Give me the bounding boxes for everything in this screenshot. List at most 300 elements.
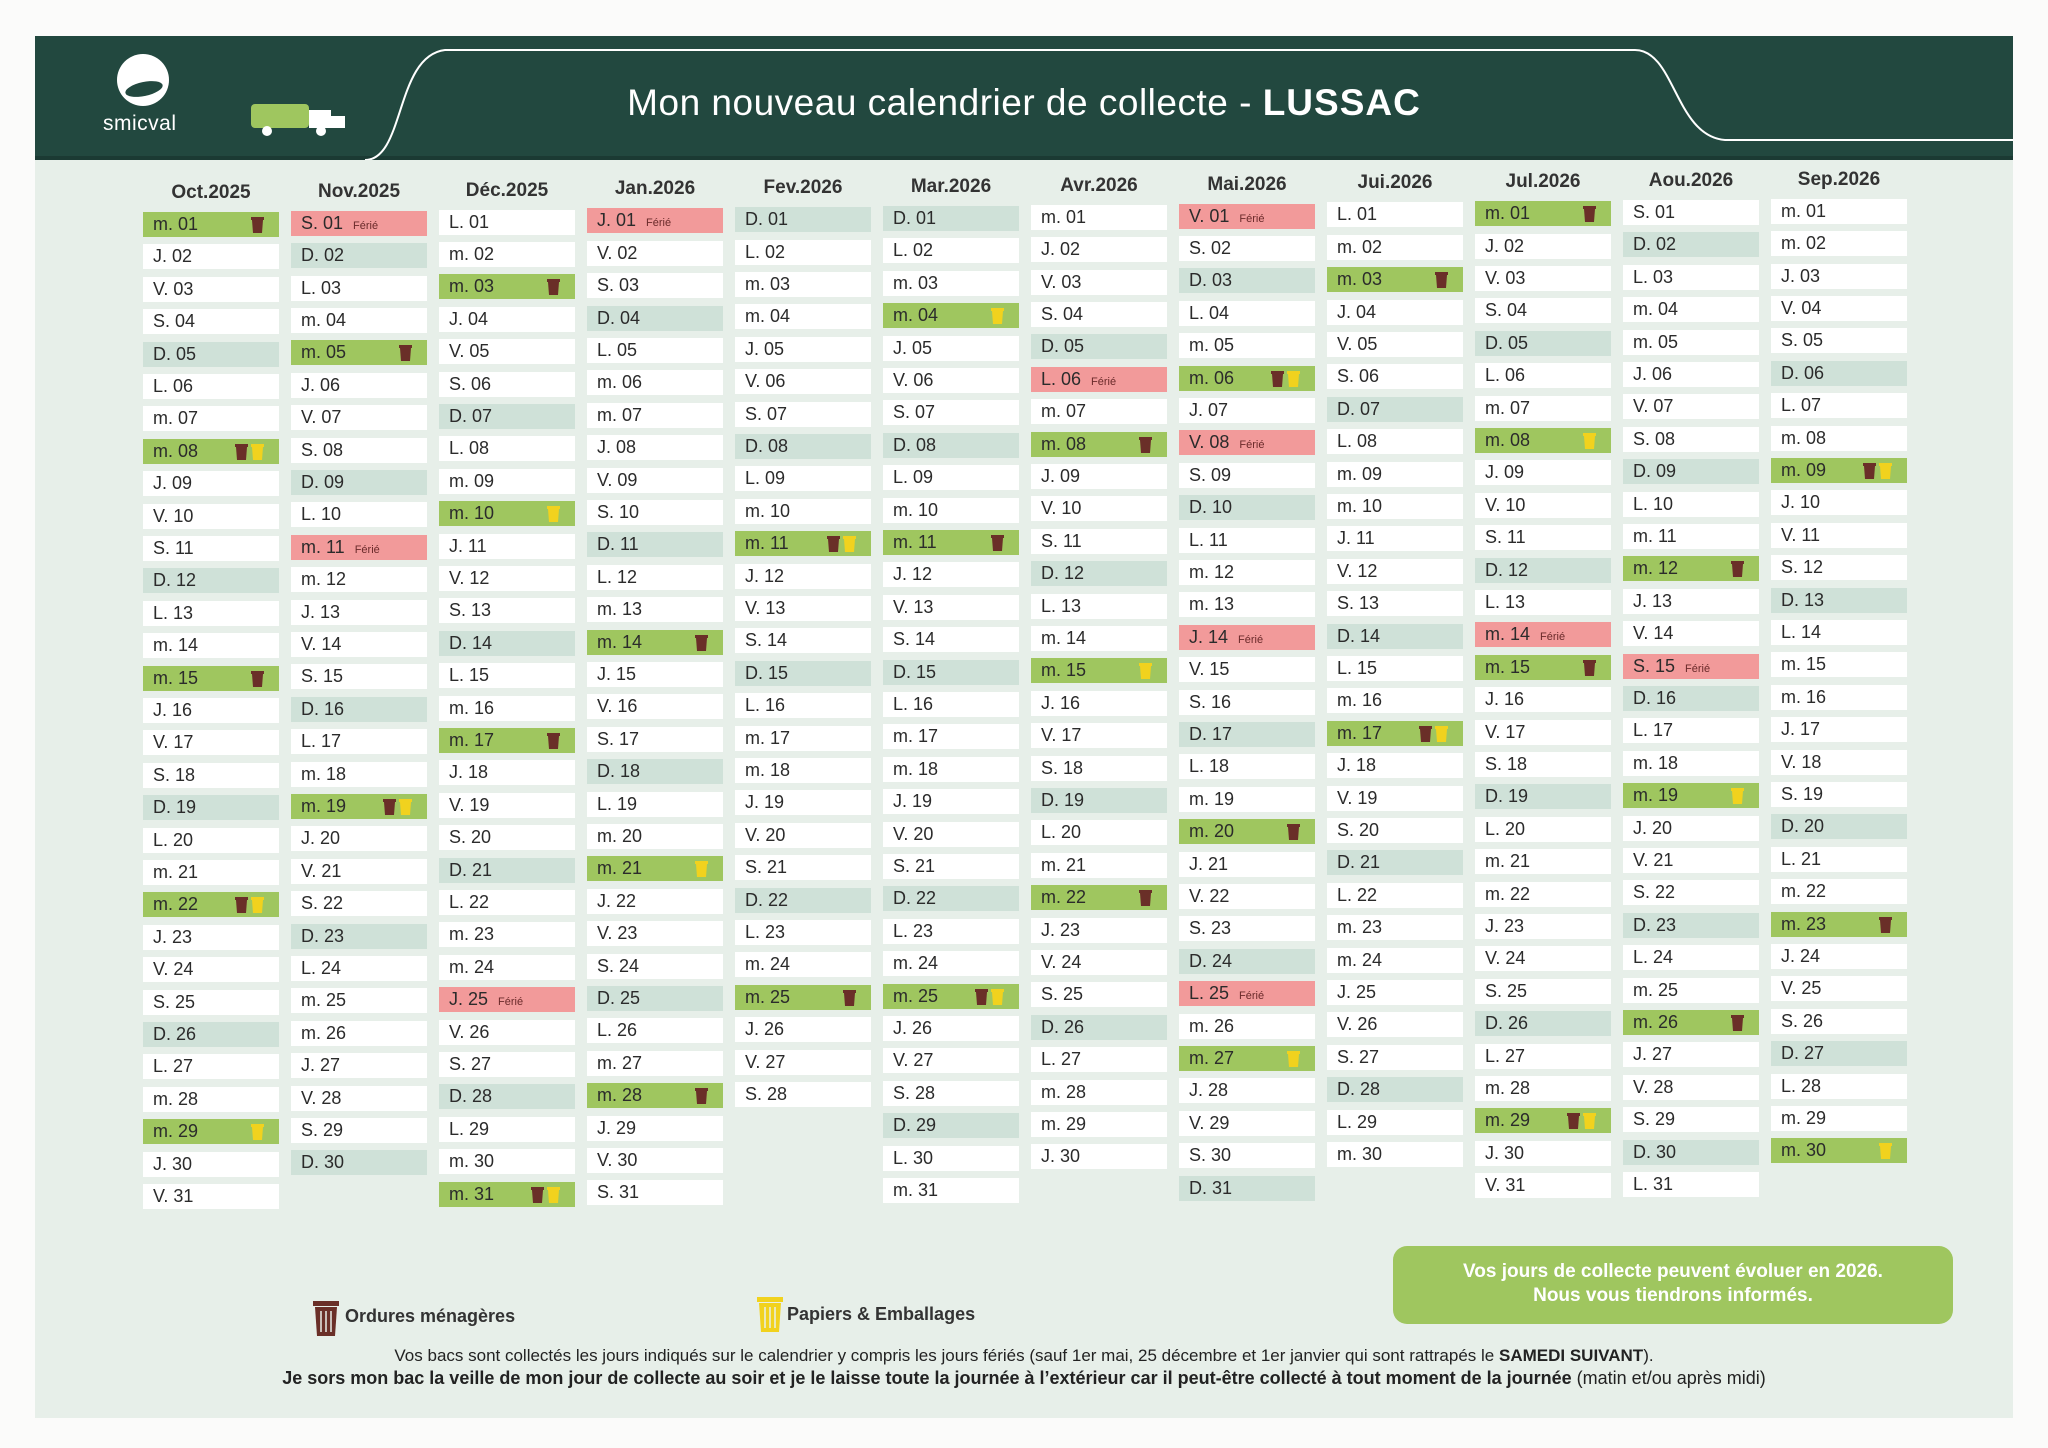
day-cell [735,985,871,1010]
day-label: V. 17 [1485,721,1526,742]
day-cell [1623,330,1759,355]
day-cell [439,469,575,494]
day-label: m. 09 [1337,463,1383,484]
day-label: L. 24 [1633,947,1674,968]
day-cell [1475,946,1611,971]
day-cell [1475,266,1611,291]
day-label: V. 28 [301,1087,342,1108]
day-cell [883,530,1019,555]
day-cell [1179,787,1315,812]
day-label: J. 09 [1041,466,1081,486]
day-cell [1179,1078,1315,1103]
title-prefix: Mon nouveau calendrier de collecte - [627,82,1263,123]
month-header: Avr.2026 [1060,174,1138,196]
day-label: L. 31 [1633,1174,1674,1194]
day-cell [735,207,871,232]
day-label: J. 26 [745,1019,785,1040]
day-label: L. 01 [1337,204,1378,225]
day-label: L. 16 [745,695,786,716]
day-cell [439,696,575,721]
day-label: D. 26 [153,1024,197,1044]
ferie-label: Férié [1239,439,1265,452]
day-label: m. 09 [449,470,495,491]
day-label: m. 21 [153,862,199,882]
day-label: V. 10 [1041,498,1082,519]
day-cell [1771,976,1907,1001]
day-cell [1771,1074,1907,1099]
day-cell [1031,334,1167,359]
ordures-bin-icon [1730,1014,1745,1032]
papiers-bin-icon [1878,462,1893,480]
day-label: V. 20 [745,824,786,845]
day-label: V. 06 [893,370,934,390]
day-label: m. 19 [301,796,347,816]
day-cell [439,631,575,656]
day-label: V. 24 [153,959,194,980]
day-cell [143,1087,279,1112]
day-label: V. 14 [301,634,342,654]
day-cell [1179,204,1315,229]
day-label: S. 11 [153,538,194,558]
day-cell [439,1052,575,1077]
day-label: m. 16 [1781,686,1827,707]
day-cell [1179,268,1315,293]
day-label: S. 17 [597,728,640,749]
day-cell [587,273,723,298]
day-label: m. 22 [1041,887,1087,908]
day-label: m. 21 [597,858,643,879]
day-label: m. 31 [449,1183,495,1204]
day-cell [1623,556,1759,581]
day-cell [439,987,575,1012]
day-label: L. 15 [1337,658,1378,678]
day-label: m. 18 [745,760,791,780]
day-cell [1771,264,1907,289]
day-cell [1771,879,1907,904]
day-label: L. 11 [1189,529,1228,550]
day-label: D. 21 [449,859,493,880]
day-cell [1475,590,1611,615]
day-cell [735,402,871,427]
day-label: D. 22 [893,888,937,909]
day-cell [587,727,723,752]
day-label: m. 01 [153,214,199,234]
day-cell [1327,624,1463,649]
day-cell [1623,1010,1759,1035]
day-label: L. 15 [449,665,490,686]
day-label: m. 26 [301,1022,347,1043]
day-cell [883,951,1019,976]
day-label: J. 27 [301,1055,341,1076]
day-cell [1771,1138,1907,1163]
day-cell [143,1184,279,1209]
day-label: S. 07 [893,402,936,423]
day-label: J. 09 [1485,462,1525,483]
day-cell [439,566,575,591]
day-cell [439,858,575,883]
day-cell [439,404,575,429]
papiers-bin-icon [1138,662,1153,680]
day-label: V. 09 [597,469,638,490]
day-label: J. 23 [153,926,193,947]
day-label: J. 21 [1189,853,1229,874]
day-cell [1031,594,1167,619]
day-cell [1031,367,1167,392]
day-label: D. 31 [1189,1177,1233,1198]
papiers-bin-icon [250,443,265,461]
day-label: L. 13 [1485,592,1526,612]
day-cell [439,501,575,526]
day-label: m. 04 [301,310,347,330]
papiers-bin-icon [1286,1050,1301,1068]
day-label: m. 07 [1485,397,1531,418]
day-cell [735,596,871,621]
day-cell [1031,756,1167,781]
day-label: J. 16 [153,700,193,720]
day-label: J. 23 [1485,916,1525,936]
day-cell [1623,265,1759,290]
day-cell [291,211,427,236]
day-label: m. 11 [745,533,789,554]
day-cell [1475,298,1611,323]
day-label: L. 23 [893,920,934,941]
day-label: m. 19 [1633,785,1679,806]
day-label: m. 08 [1781,427,1827,448]
day-cell [439,534,575,559]
day-cell [1623,297,1759,322]
day-label: L. 06 [1041,368,1082,389]
day-label: L. 09 [745,468,786,489]
day-cell [439,955,575,980]
day-label: m. 03 [893,272,939,293]
day-cell [291,1118,427,1143]
day-cell [1623,880,1759,905]
day-label: m. 25 [301,990,347,1011]
day-cell [883,660,1019,685]
day-label: V. 19 [449,794,490,815]
day-label: J. 09 [153,473,193,494]
day-cell [1327,267,1463,292]
day-label: m. 05 [1189,335,1235,356]
ordures-bin-icon [250,670,265,688]
day-cell [1771,588,1907,613]
day-cell [1475,882,1611,907]
ordures-bin-icon [234,443,249,461]
day-cell [587,403,723,428]
ordures-bin-icon [1878,916,1893,934]
day-cell [883,368,1019,393]
day-cell [1771,685,1907,710]
day-label: m. 22 [153,894,199,915]
day-cell [1475,914,1611,939]
ferie-label: Férié [1540,631,1566,644]
day-cell [1031,885,1167,910]
day-label: m. 09 [1781,460,1827,480]
day-label: S. 10 [597,502,640,522]
day-cell [143,633,279,658]
day-label: V. 11 [1781,524,1821,545]
day-label: J. 20 [301,828,341,849]
day-label: S. 02 [1189,238,1232,258]
day-label: m. 14 [153,635,199,656]
day-label: S. 27 [449,1054,492,1074]
day-cell [735,855,871,880]
day-label: J. 11 [449,535,487,556]
day-cell [1475,396,1611,421]
day-label: V. 14 [1633,623,1674,644]
day-label: J. 04 [449,308,489,329]
papiers-bin-icon [546,505,561,523]
day-label: V. 16 [597,696,638,717]
day-cell [1771,717,1907,742]
day-label: J. 22 [597,890,637,911]
day-label: S. 27 [1337,1046,1380,1067]
day-label: m. 23 [1337,917,1383,938]
ferie-label: Férié [498,996,524,1009]
day-label: L. 19 [597,793,638,814]
day-label: m. 05 [1633,331,1679,352]
day-cell [1623,783,1759,808]
day-label: V. 22 [1189,886,1230,906]
ordures-bin-icon [1582,659,1597,677]
day-cell [143,601,279,626]
day-cell [1031,1080,1167,1105]
day-label: m. 12 [1633,558,1679,579]
month-column [1475,171,1611,1196]
ordures-bin-icon [842,989,857,1007]
day-cell [143,1119,279,1144]
day-label: J. 08 [597,437,637,458]
day-label: m. 21 [1041,854,1087,875]
day-label: m. 18 [1633,752,1679,773]
day-label: m. 17 [449,730,495,750]
day-label: m. 31 [893,1180,939,1200]
day-cell [735,564,871,589]
day-cell [735,758,871,783]
day-label: S. 25 [153,991,196,1012]
day-cell [1179,463,1315,488]
day-cell [439,1149,575,1174]
day-cell [587,856,723,881]
day-label: D. 19 [153,797,197,818]
day-cell [1031,658,1167,683]
day-label: S. 30 [1189,1145,1232,1166]
day-cell [735,790,871,815]
footer-line2-text: (matin et/ou après midi) [1571,1368,1766,1388]
calendar-sheet [35,36,2013,1418]
day-cell [735,434,871,459]
day-cell [439,728,575,753]
day-cell [883,1048,1019,1073]
day-cell [1771,814,1907,839]
day-cell [1327,397,1463,422]
day-label: L. 13 [1041,595,1082,616]
day-cell [143,309,279,334]
day-label: D. 29 [893,1115,937,1136]
day-cell [587,630,723,655]
day-label: J. 05 [893,337,933,358]
day-cell [1179,301,1315,326]
ordures-bin-icon [990,534,1005,552]
day-label: J. 02 [1485,235,1525,256]
day-cell [1475,687,1611,712]
day-label: D. 23 [1633,914,1677,935]
day-label: D. 15 [893,661,937,682]
day-label: m. 17 [745,727,791,748]
day-cell [439,1117,575,1142]
day-label: D. 09 [301,472,345,492]
day-cell [883,303,1019,328]
day-label: m. 28 [153,1088,199,1109]
month-column [587,178,723,1203]
day-label: L. 13 [153,602,194,623]
day-cell [1771,1009,1907,1034]
day-label: V. 24 [1041,952,1082,972]
day-cell [291,1053,427,1078]
day-cell [1771,944,1907,969]
day-label: V. 06 [745,371,786,392]
day-label: D. 03 [1189,270,1233,291]
day-label: D. 19 [1485,786,1529,807]
day-cell [1771,1106,1907,1131]
day-label: J. 24 [1781,946,1821,966]
day-cell [883,271,1019,296]
day-label: V. 17 [1041,725,1082,746]
day-cell [883,238,1019,263]
day-label: D. 08 [745,436,789,456]
papiers-bin-icon [842,535,857,553]
day-label: S. 01 [1633,202,1676,222]
day-cell [1623,1075,1759,1100]
day-cell [291,859,427,884]
day-cell [1327,202,1463,227]
day-label: V. 31 [1485,1175,1526,1196]
day-label: m. 03 [745,274,791,294]
day-label: D. 02 [1633,234,1677,255]
day-cell [1327,591,1463,616]
day-label: S. 06 [449,373,492,394]
day-cell [143,212,279,237]
day-cell [1771,458,1907,483]
day-cell [587,500,723,525]
day-label: S. 04 [153,311,196,332]
day-cell [1623,1107,1759,1132]
papiers-bin-icon [1434,725,1449,743]
day-cell [883,789,1019,814]
ferie-label: Férié [646,217,672,230]
papiers-bin-icon [990,988,1005,1006]
ordures-bin-icon [234,896,249,914]
day-cell [1771,426,1907,451]
day-label: L. 20 [1041,822,1082,843]
day-label: J. 16 [1485,689,1525,710]
notice-line2: Nous vous tiendrons informés. [1533,1285,1813,1306]
day-label: S. 29 [301,1120,344,1140]
day-label: L. 17 [301,731,342,752]
day-label: S. 13 [1337,593,1380,614]
day-cell [291,664,427,689]
day-label: D. 01 [745,209,789,230]
notice-line1: Vos jours de collecte peuvent évoluer en 2026. [1463,1261,1883,1282]
day-cell [1623,200,1759,225]
ordures-bin-icon [1138,436,1153,454]
day-label: S. 15 [301,666,344,687]
footer-line2-bold: Je sors mon bac la veille de mon jour de collecte au soir et je le laisse toute la journée à l’extérieur car il peut-être collecté à tout moment de la journée [282,1368,1572,1388]
day-cell [1327,1045,1463,1070]
day-label: m. 20 [597,826,643,846]
day-label: m. 04 [893,305,939,326]
legend-ordures: Ordures ménagères [345,1306,516,1326]
day-label: m. 02 [449,244,495,264]
day-cell [1475,1076,1611,1101]
day-cell [1475,784,1611,809]
day-label: J. 03 [1781,265,1821,286]
day-cell [1031,270,1167,295]
day-label: L. 23 [745,922,786,942]
day-cell [1179,592,1315,617]
day-cell [1623,232,1759,257]
day-cell [587,532,723,557]
day-cell [143,406,279,431]
day-label: L. 04 [1189,302,1230,323]
day-label: m. 07 [153,408,199,429]
day-label: m. 13 [597,599,643,620]
day-label: L. 09 [893,467,934,488]
papiers-bin-icon [546,1186,561,1204]
day-cell [883,1113,1019,1138]
day-cell [143,439,279,464]
day-label: S. 25 [1041,984,1084,1005]
day-cell [1179,398,1315,423]
day-cell [1771,912,1907,937]
ferie-label: Férié [1238,633,1264,646]
day-label: m. 29 [153,1121,199,1142]
day-label: V. 02 [597,242,638,263]
day-label: S. 24 [597,955,640,976]
day-cell [1327,850,1463,875]
day-label: L. 28 [1781,1075,1822,1096]
day-cell [439,436,575,461]
day-cell [1327,235,1463,260]
day-label: V. 05 [1337,334,1378,354]
day-label: L. 12 [597,566,638,587]
day-label: J. 23 [1041,919,1081,940]
day-cell [1475,460,1611,485]
day-cell [291,891,427,916]
day-cell [439,793,575,818]
day-cell [735,337,871,362]
papiers-bin-icon [398,798,413,816]
day-label: m. 12 [301,569,347,590]
month-header: Aou.2026 [1648,170,1734,191]
day-label: V. 21 [301,860,342,881]
day-cell [1771,199,1907,224]
day-label: D. 14 [449,632,493,653]
day-label: J. 01 [597,210,637,231]
day-cell [1623,654,1759,679]
day-label: S. 06 [1337,366,1380,387]
day-label: S. 04 [1485,300,1528,321]
day-label: m. 13 [1189,594,1235,615]
day-cell [587,1083,723,1108]
day-cell [439,242,575,267]
day-cell [587,792,723,817]
day-cell [439,825,575,850]
day-label: L. 01 [449,211,490,232]
day-label: m. 07 [597,404,643,425]
day-label: m. 15 [1485,656,1531,677]
month-column [143,182,279,1206]
